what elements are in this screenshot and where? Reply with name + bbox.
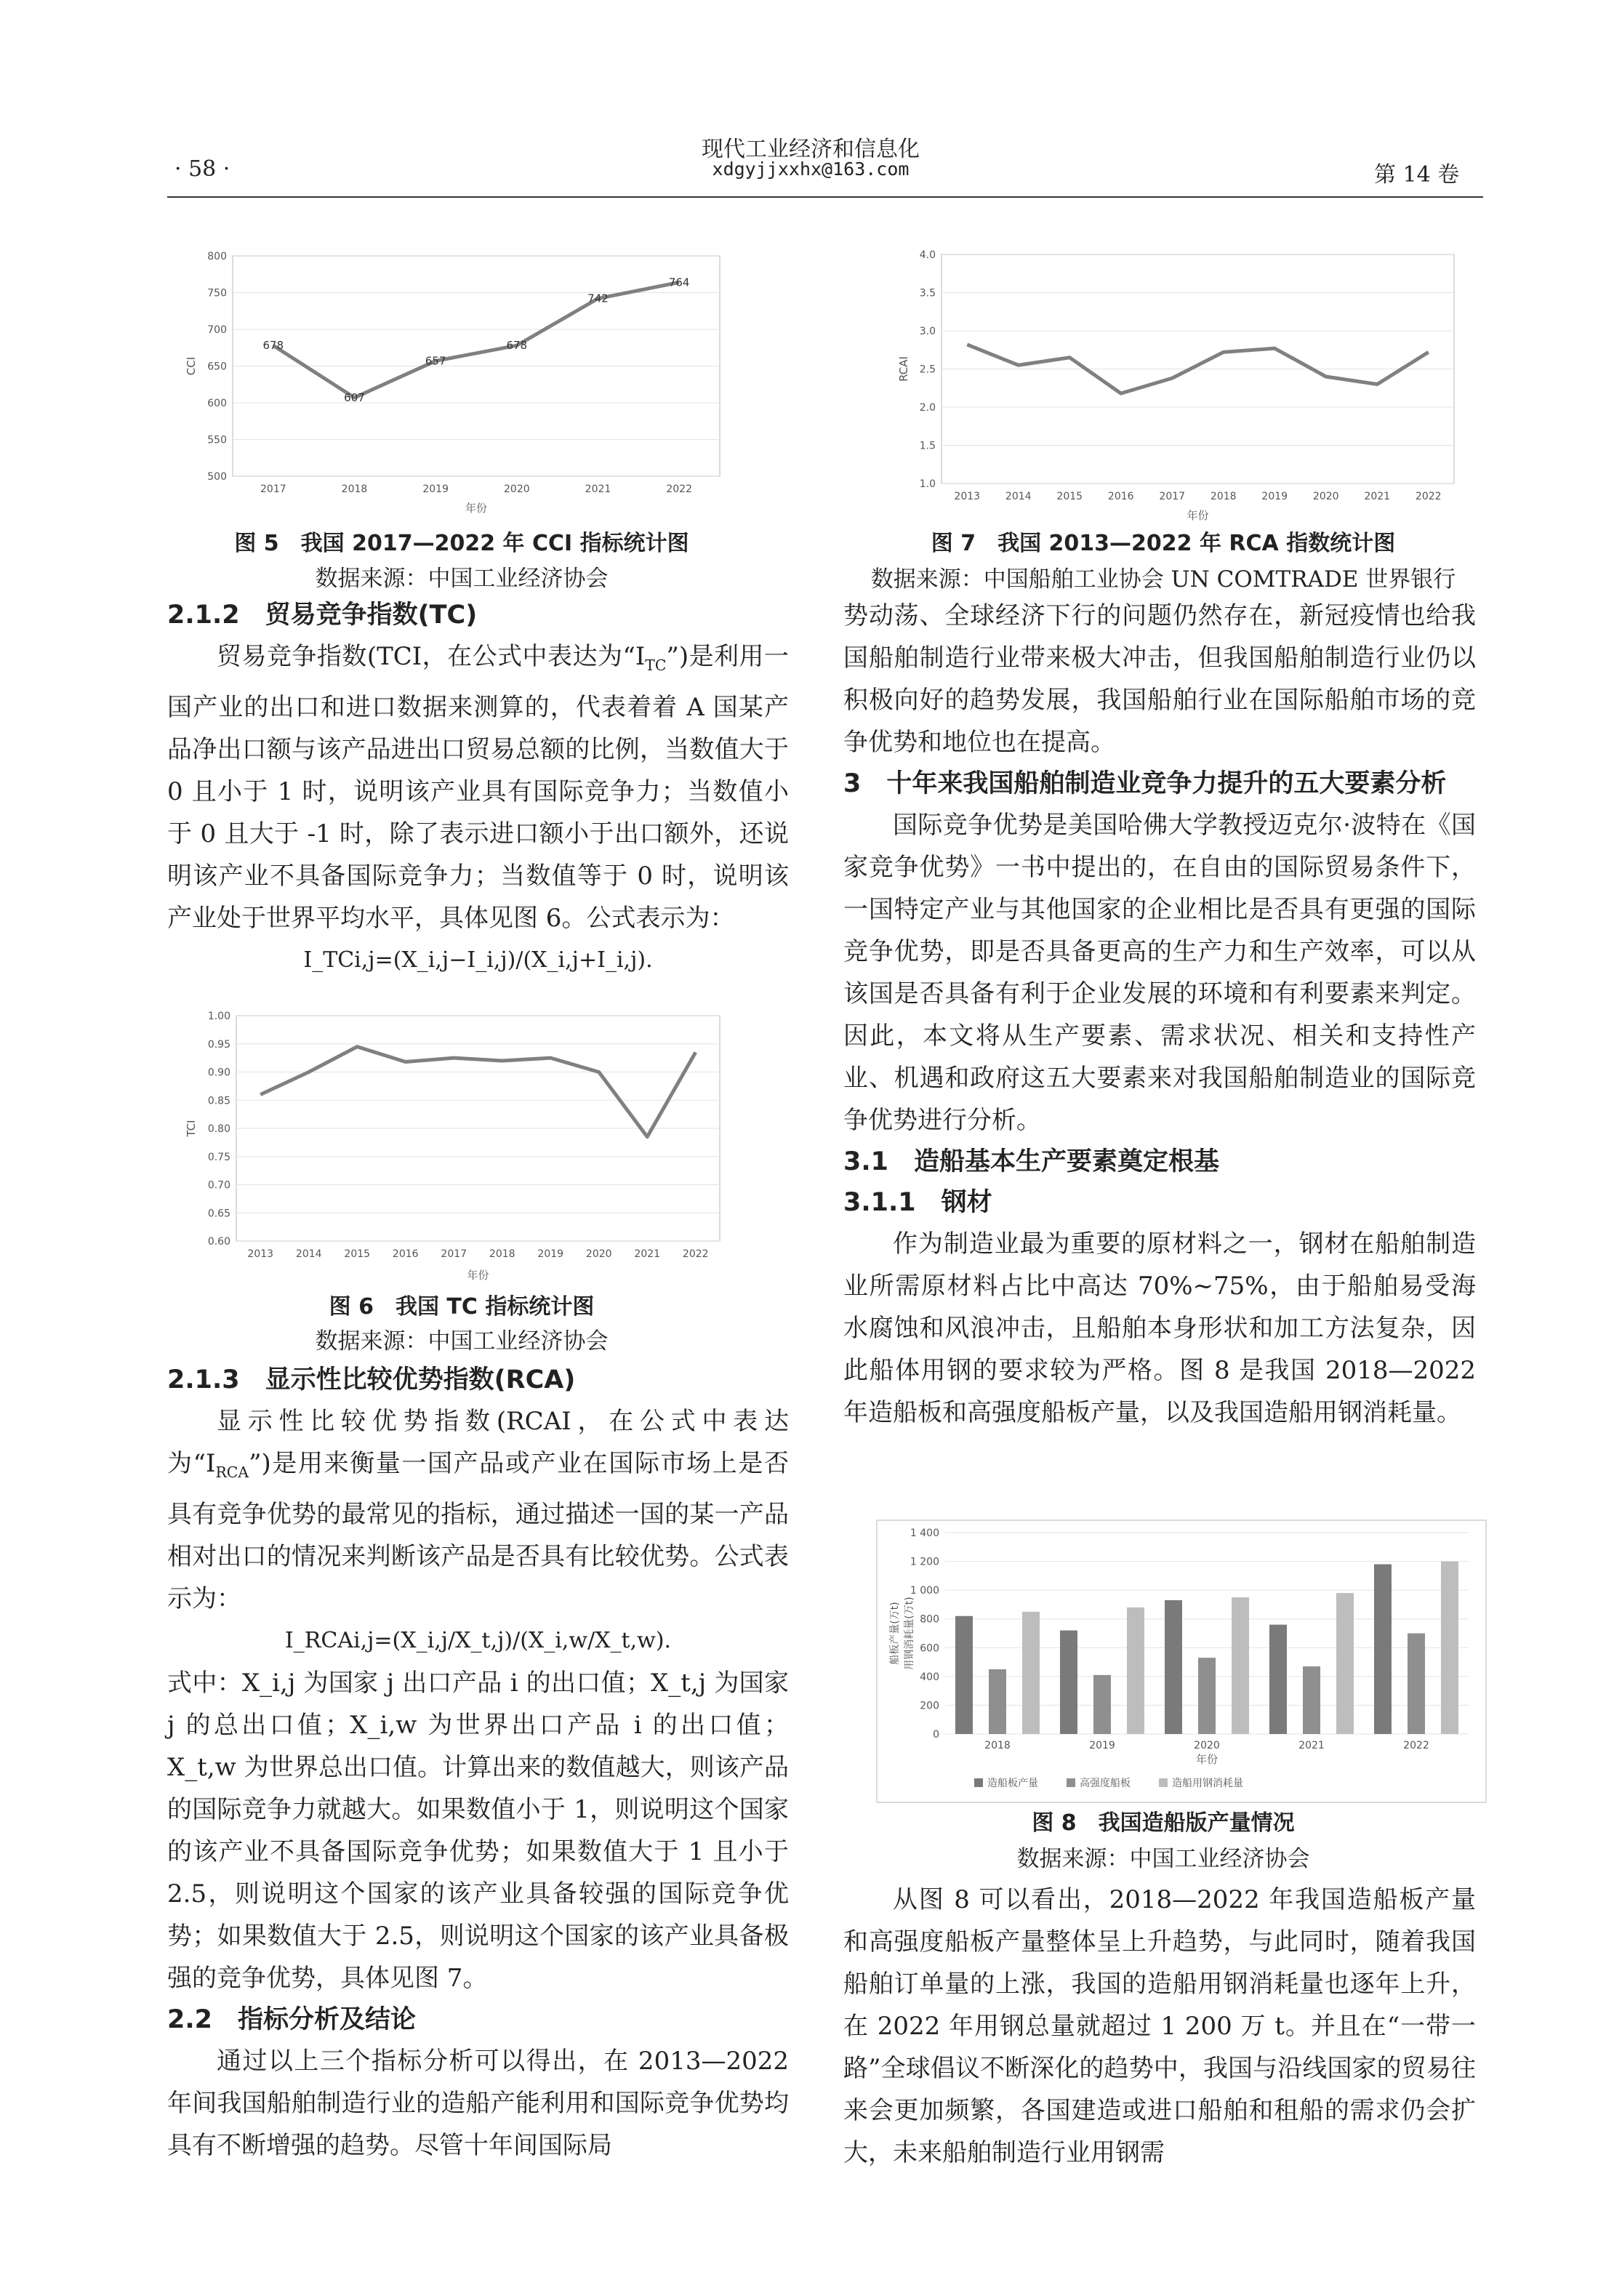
fig7-source: 数据来源：中国船舶工业协会 UN COMTRADE 世界银行 — [870, 566, 1456, 593]
y-tick-label: 0 — [933, 1729, 939, 1741]
bar-2 — [1022, 1612, 1040, 1734]
y-axis-label: 用钢消耗量(万t) — [904, 1597, 915, 1670]
fig8-source: 数据来源：中国工业经济协会 — [1016, 1846, 1310, 1872]
tc-para-b: ”)是利用一国产业的出口和进口数据来测算的，代表着着 A 国某产品净出口额与该产品进出口贸易总额的比例，当数值大于 0 且小于 1 时，说明该产业具有国际竞争力；当数值小于 0 且大于 -1 时，除了表示进口额小于出口额外，还说明该产业不具备国际竞争力；当数值等于 0 时，说明该产业处于世界平均水平，具体见图 6。公式表示为： — [167, 642, 789, 933]
x-tick-label: 2013 — [247, 1248, 274, 1260]
y-tick-label: 550 — [207, 434, 227, 446]
rca-para-sub: RCA — [215, 1463, 249, 1481]
y-tick-label: 3.0 — [919, 326, 936, 337]
data-label: 678 — [262, 339, 284, 353]
x-tick-label: 2018 — [341, 483, 368, 495]
legend-swatch — [1159, 1778, 1168, 1787]
x-tick-label: 2015 — [344, 1248, 371, 1260]
section-2-2-title: 2.2 指标分析及结论 — [167, 2004, 417, 2034]
bar-0 — [1060, 1631, 1077, 1734]
fig8-chart — [876, 1520, 1487, 1803]
bar-0 — [1374, 1565, 1392, 1734]
y-tick-label: 1.00 — [207, 1011, 230, 1022]
y-tick-label: 1.0 — [919, 478, 936, 490]
x-tick-label: 2018 — [984, 1740, 1011, 1751]
bar-2 — [1336, 1593, 1354, 1734]
x-tick-label: 2020 — [585, 1248, 612, 1260]
y-tick-label: 600 — [920, 1642, 939, 1655]
y-tick-label: 0.80 — [207, 1123, 230, 1135]
y-tick-label: 1.5 — [919, 440, 936, 452]
x-tick-label: 2019 — [422, 483, 449, 495]
y-tick-label: 2.0 — [919, 402, 936, 414]
rca-para-a: 显示性比较优势指数(RCAI，在公式中表达为“I — [167, 1407, 789, 1478]
x-tick-label: 2019 — [1261, 491, 1288, 502]
x-tick-label: 2016 — [392, 1248, 419, 1260]
y-tick-label: 0.60 — [207, 1236, 230, 1248]
bar-0 — [1269, 1625, 1287, 1734]
y-axis-label: CCI — [185, 356, 198, 376]
x-tick-label: 2017 — [1159, 491, 1186, 502]
y-tick-label: 3.5 — [919, 287, 936, 300]
volume-label: 第 14 卷 — [1374, 162, 1460, 188]
y-tick-label: 500 — [207, 471, 227, 483]
y-tick-label: 2.5 — [919, 364, 936, 376]
x-tick-label: 2020 — [1312, 491, 1339, 502]
y-tick-label: 0.70 — [207, 1179, 230, 1192]
y-tick-label: 0.95 — [207, 1038, 230, 1051]
fig6-source: 数据来源：中国工业经济协会 — [315, 1328, 609, 1354]
bar-1 — [1198, 1658, 1216, 1734]
fig6-caption: 图 6 我国 TC 指标统计图 — [329, 1294, 595, 1320]
y-tick-label: 0.65 — [207, 1208, 230, 1220]
x-tick-label: 2017 — [441, 1248, 467, 1260]
section-3-1-title: 3.1 造船基本生产要素奠定根基 — [843, 1147, 1220, 1176]
legend-label: 造船板产量 — [987, 1778, 1038, 1789]
fig5-chart — [182, 247, 734, 516]
y-tick-label: 800 — [920, 1613, 939, 1626]
x-tick-label: 2014 — [1005, 491, 1032, 502]
y-tick-label: 4.0 — [919, 249, 936, 261]
y-tick-label: 0.85 — [207, 1095, 230, 1107]
section-3-title: 3 十年来我国船舶制造业竞争力提升的五大要素分析 — [843, 769, 1447, 798]
data-label: 657 — [425, 354, 446, 368]
y-tick-label: 1 400 — [910, 1528, 939, 1539]
section-2-1-3-title: 2.1.3 显示性比较优势指数(RCA) — [167, 1365, 576, 1394]
y-axis-label: TCI — [185, 1120, 198, 1137]
bar-2 — [1232, 1597, 1249, 1734]
section-2-1-3-paragraph — [167, 1400, 789, 1620]
x-axis-label: 年份 — [1195, 1753, 1218, 1766]
x-axis-label: 年份 — [467, 1269, 489, 1282]
tc-para-a: 贸易竞争指数(TCI，在公式中表达为“I — [217, 642, 646, 671]
y-tick-label: 0.75 — [207, 1151, 230, 1163]
y-tick-label: 400 — [920, 1671, 939, 1683]
data-label: 742 — [587, 292, 609, 305]
x-tick-label: 2017 — [260, 483, 286, 495]
y-tick-label: 1 000 — [910, 1585, 939, 1597]
fig5-source: 数据来源：中国工业经济协会 — [315, 566, 609, 592]
data-label: 764 — [668, 276, 690, 289]
bar-1 — [1408, 1634, 1425, 1735]
section-2-2-paragraph: 通过以上三个指标分析可以得出，在 2013—2022 年间我国船舶制造行业的造船产能利用和国际竞争优势均具有不断增强的趋势。尽管十年间国际局 — [167, 2046, 789, 2160]
fig7-chart — [894, 247, 1469, 523]
formula-tc: I_TCi,j=(X_i,j−I_i,j)/(X_i,j+I_i,j). — [303, 947, 653, 973]
section-3-1-1-paragraph: 作为制造业最为重要的原材料之一，钢材在船舶制造业所需原材料占比中高达 70%~75%，由于船舶易受海水腐蚀和风浪冲击，且船舶本身形状和加工方法复杂，因此船体用钢的要求较为严格。图 8 是我国 2018—2022 年造船板和高强度船板产量，以及我国造船用钢消耗量。 — [843, 1229, 1476, 1427]
x-tick-label: 2021 — [1298, 1740, 1325, 1751]
legend-label: 高强度船板 — [1080, 1778, 1131, 1789]
bar-1 — [1093, 1675, 1111, 1734]
legend-swatch — [974, 1778, 983, 1787]
fig5-caption: 图 5 我国 2017—2022 年 CCI 指标统计图 — [234, 531, 689, 556]
data-label: 607 — [344, 390, 365, 404]
x-tick-label: 2021 — [585, 483, 611, 495]
y-tick-label: 700 — [207, 324, 227, 336]
x-tick-label: 2018 — [1210, 491, 1237, 502]
formula-rca: I_RCAi,j=(X_i,j/X_t,j)/(X_i,w/X_t,w). — [284, 1627, 672, 1653]
bar-2 — [1441, 1562, 1458, 1734]
rca-para-b: ”)是用来衡量一国产品或产业在国际市场上是否具有竞争优势的最常见的指标，通过描述一国的某一产品相对出口的情况来判断该产品是否具有比较优势。公式表示为： — [167, 1449, 790, 1613]
x-tick-label: 2013 — [954, 491, 981, 502]
page-number: · 58 · — [174, 156, 230, 182]
section-2-1-2-paragraph — [167, 635, 789, 939]
fig6-chart — [182, 1007, 734, 1283]
x-tick-label: 2022 — [1415, 491, 1442, 502]
x-axis-label: 年份 — [1187, 509, 1209, 522]
x-tick-label: 2015 — [1056, 491, 1083, 502]
section-2-1-2-title: 2.1.2 贸易竞争指数(TC) — [167, 601, 478, 630]
bar-2 — [1127, 1607, 1144, 1734]
x-tick-label: 2021 — [634, 1248, 661, 1260]
journal-title: 现代工业经济和信息化 — [702, 137, 920, 162]
fig8-caption: 图 8 我国造船版产量情况 — [1032, 1810, 1295, 1836]
y-tick-label: 750 — [207, 287, 227, 300]
bar-0 — [1165, 1600, 1182, 1734]
x-tick-label: 2022 — [682, 1248, 709, 1260]
y-tick-label: 600 — [207, 398, 227, 409]
section-2-1-3-explanation: 式中：X_i,j 为国家 j 出口产品 i 的出口值；X_t,j 为国家 j 的总出口值；X_i,w 为世界出口产品 i 的出口值；X_t,w 为世界总出口值。计算出来的数值越大，则该产品的国际竞争力就越大。如果数值小于 1，则说明这个国家的该产业不具备国际竞争优势；如果数值大于 1 且小于 2.5，则说明这个国家的该产业具备较强的国际竞争优势；如果数值大于 2.5，则说明这个国家的该产业具备极强的竞争优势，具体见图 7。 — [167, 1668, 789, 1993]
bar-1 — [1303, 1666, 1320, 1734]
fig7-caption: 图 7 我国 2013—2022 年 RCA 指数统计图 — [931, 531, 1396, 556]
x-tick-label: 2019 — [537, 1248, 564, 1260]
section-3-1-1-paragraph-2: 从图 8 可以看出，2018—2022 年我国造船板产量和高强度船板产量整体呈上升趋势，与此同时，随着我国船舶订单量的上涨，我国的造船用钢消耗量也逐年上升，在 2022 年用钢总量就超过 1 200 万 t。并且在“一带一路”全球倡议不断深化的趋势中，我国与沿线国家的贸易往来会更加频繁，各国建造或进口船舶和租船的需求仍会扩大，未来船舶制造行业用钢需 — [843, 1885, 1476, 2167]
journal-email: xdgyjjxxhx@163.com — [712, 158, 910, 180]
x-tick-label: 2020 — [504, 483, 530, 495]
y-tick-label: 800 — [207, 251, 227, 262]
bar-0 — [955, 1616, 973, 1734]
x-tick-label: 2022 — [666, 483, 692, 495]
y-axis-label: RCAI — [897, 356, 910, 382]
tc-para-sub: TC — [645, 656, 667, 674]
bar-1 — [989, 1669, 1006, 1734]
x-tick-label: 2019 — [1089, 1740, 1115, 1751]
y-tick-label: 650 — [207, 361, 227, 373]
x-tick-label: 2020 — [1194, 1740, 1220, 1751]
legend-swatch — [1067, 1778, 1075, 1787]
y-tick-label: 1 200 — [910, 1556, 939, 1568]
y-axis-label: 船板产量(万t) — [889, 1602, 901, 1665]
y-tick-label: 0.90 — [207, 1067, 230, 1079]
x-tick-label: 2022 — [1403, 1740, 1429, 1751]
header-rule — [167, 196, 1483, 198]
legend-label: 造船用钢消耗量 — [1172, 1778, 1243, 1789]
data-label: 678 — [506, 339, 528, 353]
x-tick-label: 2021 — [1364, 491, 1391, 502]
x-tick-label: 2014 — [295, 1248, 322, 1260]
x-axis-label: 年份 — [465, 502, 488, 515]
section-3-1-1-title: 3.1.1 钢材 — [843, 1188, 992, 1217]
y-tick-label: 200 — [920, 1700, 939, 1712]
x-tick-label: 2016 — [1107, 491, 1134, 502]
section-3-paragraph: 国际竞争优势是美国哈佛大学教授迈克尔·波特在《国家竞争优势》一书中提出的，在自由的国际贸易条件下，一国特定产业与其他国家的企业相比是否具有更强的国际竞争优势，即是否具备更高的生产力和生产效率，可以从该国是否具备有利于企业发展的环境和有利要素来判定。因此，本文将从生产要素、需求状况、相关和支持性产业、机遇和政府这五大要素来对我国船舶制造业的国际竞争优势进行分析。 — [843, 811, 1476, 1135]
x-tick-label: 2018 — [489, 1248, 515, 1260]
continued-paragraph: 势动荡、全球经济下行的问题仍然存在，新冠疫情也给我国船舶制造行业带来极大冲击，但我国船舶制造行业仍以积极向好的趋势发展，我国船舶行业在国际船舶市场的竞争优势和地位也在提高。 — [843, 601, 1476, 757]
